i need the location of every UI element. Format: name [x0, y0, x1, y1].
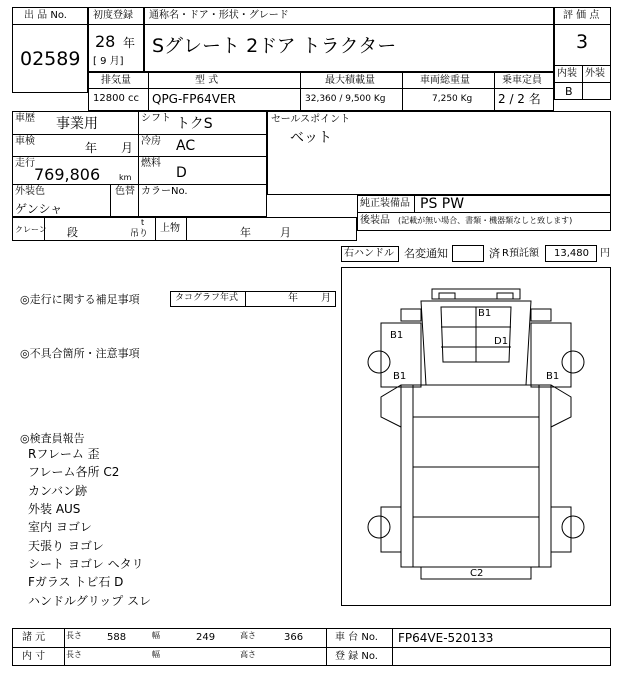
inspection-year: 年 — [85, 141, 98, 155]
recycle-mark: 済 — [489, 247, 500, 260]
sales-point-value: ベット — [290, 130, 332, 146]
mileage-label: 走行 — [15, 158, 35, 169]
registration-label: 登 録 No. — [335, 651, 378, 662]
report-line: 外装 AUS — [28, 502, 81, 516]
mileage-unit: km — [119, 173, 132, 182]
report-line: フレーム各所 C2 — [28, 465, 120, 479]
mileage-value: 769,806 — [34, 165, 101, 184]
height-label: 高さ — [240, 631, 256, 640]
defects-heading: ◎不具合箇所・注意事項 — [20, 347, 140, 360]
lot-label: 出 品 No. — [24, 10, 67, 21]
report-line: ハンドルグリップ スレ — [28, 594, 152, 608]
report-line: シート ヨゴレ ヘタリ — [28, 557, 144, 571]
capacity-value: 2 / 2 名 — [498, 92, 541, 106]
recycle-value: 13,480 — [554, 248, 589, 259]
right-handle: 右ハンドル — [344, 248, 394, 259]
grade-value: 3 — [576, 31, 589, 53]
gross-weight-value: 7,250 Kg — [432, 94, 473, 104]
recycle-unit: 円 — [600, 248, 610, 259]
shift-label: シフト — [141, 113, 171, 124]
chassis-value: FP64VE-520133 — [398, 631, 494, 645]
inner-height-label: 高さ — [240, 650, 256, 659]
max-load-label: 最大積載量 — [325, 75, 375, 86]
inspection-label: 車検 — [15, 136, 35, 147]
name-change-label: 名変通知 — [404, 247, 448, 260]
tachograph-year: 年 — [288, 293, 298, 304]
crane-row — [12, 217, 357, 241]
report-line: Fガラス トビ石 D — [28, 575, 124, 589]
recycle-label: R預託額 — [502, 248, 539, 259]
damage-mark: D1 — [494, 336, 509, 347]
equipment-value: PS PW — [420, 196, 465, 212]
color-change-label: 色替 — [115, 186, 135, 197]
max-load-value: 32,360 / 9,500 Kg — [305, 94, 386, 104]
damage-mark: B1 — [546, 371, 560, 382]
length-label: 長さ — [66, 631, 82, 640]
exterior-grade-label: 外装 — [585, 68, 605, 79]
report-line: Rフレーム 歪 — [28, 447, 100, 461]
damage-mark: C2 — [470, 568, 484, 579]
upper-year: 年 — [240, 226, 251, 239]
report-line: カンバン跡 — [28, 484, 88, 498]
displacement-value: 12800 cc — [93, 93, 139, 104]
inspector-heading: ◎検査員報告 — [20, 432, 85, 445]
inspection-month: 月 — [121, 141, 134, 155]
chassis-label: 車 台 No. — [335, 632, 378, 643]
exterior-color-value: ゲンシャ — [15, 202, 63, 216]
interior-grade-label: 内装 — [557, 68, 577, 79]
interior-grade-value: B — [565, 85, 573, 98]
first-reg-label: 初度登録 — [93, 10, 133, 21]
width-value: 249 — [196, 632, 216, 643]
tachograph-label: タコグラフ年式 — [175, 293, 239, 303]
width-label: 幅 — [152, 631, 160, 640]
upper-body-label: 上物 — [160, 223, 180, 234]
shift-value: トクS — [176, 116, 213, 132]
length-value: 588 — [107, 632, 127, 643]
exterior-color-label: 外装色 — [15, 186, 45, 197]
model-value: QPG-FP64VER — [152, 92, 236, 106]
inner-length-label: 長さ — [66, 650, 82, 659]
equipment-label: 純正装備品 — [360, 198, 410, 209]
height-value: 366 — [284, 632, 304, 643]
history-value: 事業用 — [56, 116, 98, 132]
capacity-label: 乗車定員 — [502, 75, 542, 86]
ac-value: AC — [176, 138, 196, 154]
damage-mark: B1 — [390, 330, 404, 341]
dims-label: 諸 元 — [22, 632, 46, 643]
name-change-box — [452, 245, 484, 262]
inner-dims-label: 内 寸 — [22, 651, 46, 662]
fuel-value: D — [176, 165, 187, 181]
lot-number: 02589 — [20, 48, 81, 70]
crane-ton: t — [141, 218, 145, 227]
first-reg-year-unit: 年 — [123, 36, 136, 50]
grade-label: 評 価 点 — [563, 10, 600, 21]
aftermarket-label: 後装品 — [360, 215, 390, 226]
driving-notes-heading: ◎走行に関する補足事項 — [20, 293, 140, 306]
first-reg-year: 28 — [95, 32, 116, 51]
fuel-label: 燃料 — [141, 158, 161, 169]
report-line: 室内 ヨゴレ — [28, 520, 92, 534]
gross-weight-label: 車両総重量 — [420, 75, 470, 86]
ac-label: 冷房 — [141, 136, 161, 147]
vehicle-name: Sグレート 2ドア トラクター — [152, 35, 397, 57]
model-label: 型 式 — [195, 75, 219, 86]
crane-stage: 段 — [67, 226, 78, 239]
inner-width-label: 幅 — [152, 650, 160, 659]
aftermarket-note: (記載が無い場合、書類・機器類なしと致します) — [398, 216, 573, 225]
tachograph-month: 月 — [321, 293, 331, 304]
truck-diagram — [341, 267, 611, 606]
history-label: 車歴 — [15, 113, 35, 124]
first-reg-month: [ 9 月] — [93, 56, 124, 67]
upper-month: 月 — [280, 226, 291, 239]
crane-hang: 吊り — [130, 229, 149, 239]
sales-point-label: セールスポイント — [271, 114, 351, 125]
damage-mark: B1 — [478, 308, 492, 319]
color-code-label: カラーNo. — [141, 186, 188, 197]
damage-mark: B1 — [393, 371, 407, 382]
crane-label: クレーン — [15, 225, 47, 234]
report-line: 天張り ヨゴレ — [28, 539, 104, 553]
name-label: 通称名・ドア・形状・グレード — [149, 10, 289, 21]
displacement-label: 排気量 — [101, 75, 131, 86]
